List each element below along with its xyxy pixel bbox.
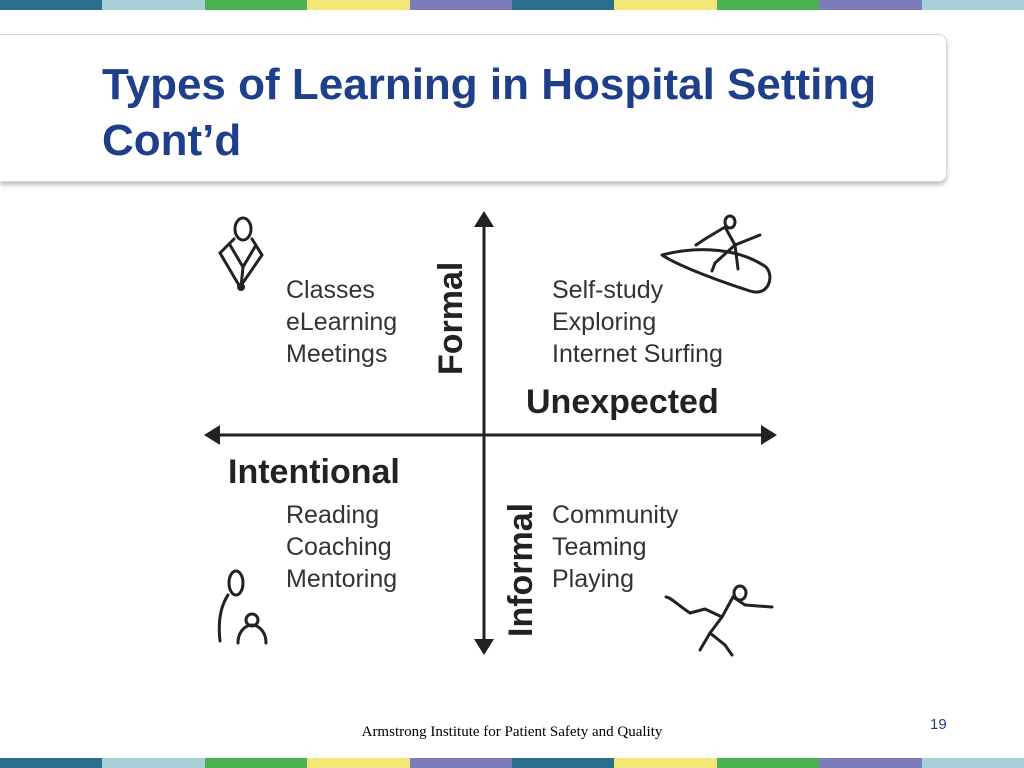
- arrow-right-icon: [761, 425, 777, 445]
- list-item: eLearning: [286, 308, 398, 336]
- list-item: Internet Surfing: [552, 340, 723, 368]
- axis-label-informal: Informal: [502, 502, 540, 637]
- stripe-segment: [0, 0, 102, 10]
- mentor-icon: [219, 571, 266, 643]
- quadrant-bottom-right: [552, 501, 679, 593]
- stripe-segment: [717, 758, 819, 768]
- slide-title: [102, 57, 932, 169]
- stripe-segment: [307, 0, 409, 10]
- quadrant-top-right: [552, 276, 723, 368]
- arrow-down-icon: [474, 639, 494, 655]
- surfer-icon: [662, 216, 770, 292]
- stripe-segment: [614, 0, 716, 10]
- list-item: Community: [552, 501, 679, 529]
- list-item: Coaching: [286, 533, 392, 561]
- stripe-segment: [0, 758, 102, 768]
- title-line-1: Types of Learning in Hospital Setting: [102, 60, 877, 109]
- arrow-up-icon: [474, 211, 494, 227]
- stripe-segment: [922, 0, 1024, 10]
- stripe-segment: [512, 758, 614, 768]
- arrow-left-icon: [204, 425, 220, 445]
- footer-text: Armstrong Institute for Patient Safety and Quality: [361, 724, 663, 740]
- stripe-segment: [102, 0, 204, 10]
- quadrant-top-left: [286, 276, 397, 368]
- teacher-icon: [220, 218, 262, 290]
- stripe-segment: [512, 0, 614, 10]
- stripe-segment: [205, 758, 307, 768]
- top-color-stripe: [0, 0, 1024, 10]
- stripe-segment: [205, 0, 307, 10]
- axis-label-intentional: Intentional: [228, 453, 400, 491]
- quadrant-bottom-left: [286, 501, 397, 593]
- stripe-segment: [717, 0, 819, 10]
- list-item: Mentoring: [286, 565, 398, 593]
- stripe-segment: [922, 758, 1024, 768]
- stripe-segment: [307, 758, 409, 768]
- title-line-2: Cont’d: [102, 116, 242, 165]
- bottom-color-stripe: [0, 758, 1024, 768]
- page-number: 19: [930, 716, 947, 733]
- stripe-segment: [819, 758, 921, 768]
- list-item: Exploring: [552, 308, 657, 336]
- stripe-segment: [410, 758, 512, 768]
- list-item: Teaming: [552, 533, 647, 561]
- axis-label-unexpected: Unexpected: [526, 383, 719, 421]
- stripe-segment: [614, 758, 716, 768]
- dancer-icon: [666, 586, 772, 655]
- list-item: Reading: [286, 501, 380, 529]
- stripe-segment: [410, 0, 512, 10]
- stripe-segment: [819, 0, 921, 10]
- list-item: Self-study: [552, 276, 664, 304]
- list-item: Meetings: [286, 340, 388, 368]
- learning-quadrant-diagram: [200, 205, 790, 660]
- axis-label-formal: Formal: [432, 261, 470, 375]
- stripe-segment: [102, 758, 204, 768]
- list-item: Playing: [552, 565, 634, 593]
- list-item: Classes: [286, 276, 375, 304]
